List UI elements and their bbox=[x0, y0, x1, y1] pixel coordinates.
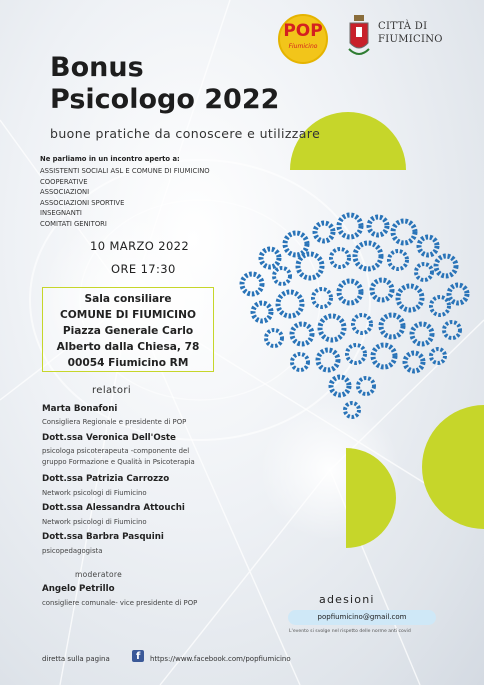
speaker-role: psicologa psicoterapeuta -componente del bbox=[42, 447, 190, 455]
venue-line: Piazza Generale Carlo bbox=[62, 325, 194, 337]
moderator-role: consigliere comunale- vice presidente di POP bbox=[42, 599, 198, 607]
facebook-label: diretta sulla pagina bbox=[42, 655, 110, 663]
audience-intro: Ne parliamo in un incontro aperto a: bbox=[40, 155, 180, 163]
email-link[interactable]: popfiumicino@gmail.com bbox=[288, 610, 436, 625]
venue-line: Alberto dalla Chiesa, 78 bbox=[56, 341, 200, 353]
speaker-name: Dott.ssa Barbra Pasquini bbox=[42, 532, 164, 542]
venue-line: COMUNE DI FIUMICINO bbox=[60, 309, 196, 321]
subtitle: buone pratiche da conoscere e utilizzare bbox=[50, 126, 321, 141]
pop-logo-subtext: Fiumicino bbox=[288, 43, 318, 50]
city-crest-icon bbox=[347, 13, 371, 61]
facebook-icon[interactable]: f bbox=[132, 650, 144, 662]
city-name: CITTÀ DI FIUMICINO bbox=[378, 21, 443, 45]
moderator-heading: moderatore bbox=[75, 570, 123, 579]
speaker-role: Network psicologi di Fiumicino bbox=[42, 489, 147, 497]
facebook-link[interactable]: https://www.facebook.com/popfiumicino bbox=[150, 655, 291, 663]
event-date: 10 MARZO 2022 bbox=[90, 239, 190, 253]
audience-item: INSEGNANTI bbox=[40, 209, 82, 218]
speaker-role: psicopedagogista bbox=[42, 547, 103, 555]
speaker-name: Dott.ssa Patrizia Carrozzo bbox=[42, 474, 170, 484]
audience-item: ASSISTENTI SOCIALI ASL E COMUNE DI FIUMICINO bbox=[40, 167, 210, 175]
audience-list bbox=[40, 166, 210, 230]
pop-logo-text: POP bbox=[283, 21, 323, 41]
speakers-heading: relatori bbox=[92, 385, 132, 396]
speaker-role: Network psicologi di Fiumicino bbox=[42, 518, 147, 526]
page-title: Bonus Psicologo 2022 bbox=[50, 52, 280, 115]
audience-item: COOPERATIVE bbox=[40, 177, 88, 186]
venue-line: 00054 Fiumicino RM bbox=[67, 357, 189, 369]
venue-box bbox=[42, 287, 214, 372]
speaker-role: Consigliera Regionale e presidente di POP bbox=[42, 418, 187, 426]
adesioni-heading: adesioni bbox=[319, 593, 375, 606]
moderator-name: Angelo Petrillo bbox=[42, 584, 115, 594]
speaker-name: Dott.ssa Alessandra Attouchi bbox=[42, 503, 185, 513]
audience-item: COMITATI GENITORI bbox=[40, 219, 107, 228]
covid-note: L'evento si svolge nel rispetto delle norme anti covid bbox=[289, 629, 411, 634]
pop-logo bbox=[278, 14, 328, 64]
event-time: ORE 17:30 bbox=[111, 262, 176, 276]
speaker-role: gruppo Formazione e Qualità in Psicoterapia bbox=[42, 458, 195, 466]
venue-line: Sala consiliare bbox=[84, 293, 172, 305]
audience-item: ASSOCIAZIONI SPORTIVE bbox=[40, 198, 125, 207]
speaker-name: Marta Bonafoni bbox=[42, 404, 118, 414]
audience-item: ASSOCIAZIONI bbox=[40, 188, 90, 197]
speaker-name: Dott.ssa Veronica Dell'Oste bbox=[42, 433, 176, 443]
